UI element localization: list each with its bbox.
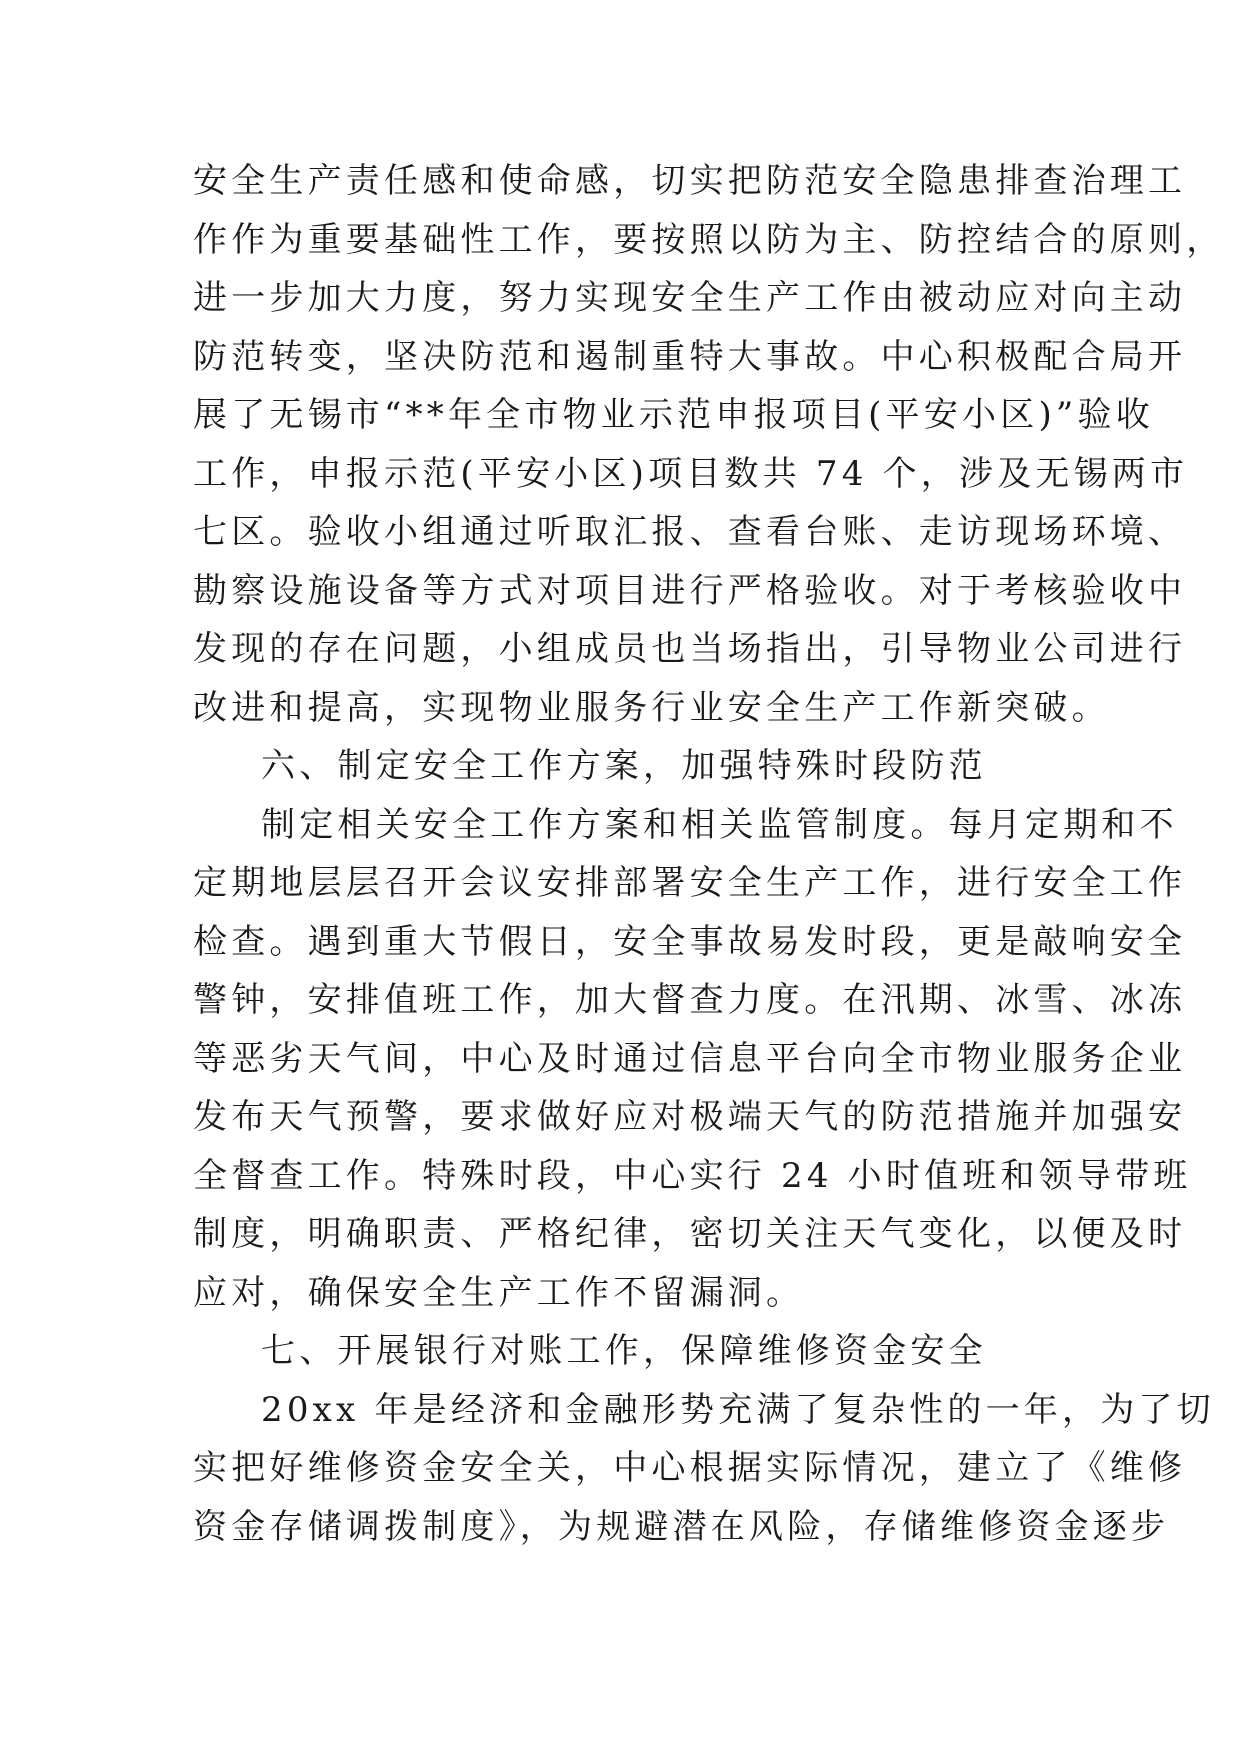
paragraph-line: 展了无锡市“**年全市物业示范申报项目(平安小区)”验收 xyxy=(193,395,1154,435)
paragraph-line: 改进和提高，实现物业服务行业安全生产工作新突破。 xyxy=(193,687,1110,728)
paragraph-line: 七区。验收小组通过听取汇报、查看台账、走访现场环境、 xyxy=(193,512,1187,552)
paragraph-line: 作作为重要基础性工作，要按照以防为主、防控结合的原则， xyxy=(193,219,1225,260)
paragraph-line: 等恶劣天气间，中心及时通过信息平台向全市物业服务企业 xyxy=(193,1038,1187,1079)
section-heading: 七、开展银行对账工作，保障维修资金安全 xyxy=(261,1331,987,1371)
paragraph-line: 安全生产责任感和使命感，切实把防范安全隐患排查治理工 xyxy=(193,161,1187,201)
paragraph-line: 制定相关安全工作方案和相关监管制度。每月定期和不 xyxy=(261,804,1178,845)
document-body xyxy=(193,152,1225,1556)
paragraph-line: 定期地层层召开会议安排部署安全生产工作，进行安全工作 xyxy=(193,863,1187,903)
paragraph-line: 发现的存在问题，小组成员也当场指出，引导物业公司进行 xyxy=(193,629,1187,669)
paragraph-line: 应对，确保安全生产工作不留漏洞。 xyxy=(193,1272,805,1313)
paragraph-line: 全督查工作。特殊时段，中心实行 24 小时值班和领导带班 xyxy=(193,1155,1192,1196)
paragraph-line: 实把好维修资金安全关，中心根据实际情况，建立了《维修 xyxy=(193,1448,1187,1488)
paragraph-line: 检查。遇到重大节假日，安全事故易发时段，更是敲响安全 xyxy=(193,921,1187,962)
paragraph-line: 制度，明确职责、严格纪律，密切关注天气变化，以便及时 xyxy=(193,1214,1187,1254)
paragraph-line: 发布天气预警，要求做好应对极端天气的防范措施并加强安 xyxy=(193,1097,1187,1137)
paragraph-line: 勘察设施设备等方式对项目进行严格验收。对于考核验收中 xyxy=(193,570,1187,611)
paragraph-line: 工作，申报示范(平安小区)项目数共 74 个，涉及无锡两市 xyxy=(193,453,1189,494)
paragraph-line: 资金存储调拨制度》，为规避潜在风险，存储维修资金逐步 xyxy=(193,1506,1170,1547)
paragraph-line: 20xx 年是经济和金融形势充满了复杂性的一年，为了切 xyxy=(261,1389,1215,1430)
paragraph-line: 进一步加大力度，努力实现安全生产工作由被动应对向主动 xyxy=(193,278,1187,318)
paragraph-line: 警钟，安排值班工作，加大督查力度。在汛期、冰雪、冰冻 xyxy=(193,980,1187,1020)
paragraph-line: 防范转变，坚决防范和遏制重特大事故。中心积极配合局开 xyxy=(193,336,1187,377)
section-heading: 六、制定安全工作方案，加强特殊时段防范 xyxy=(261,746,987,786)
